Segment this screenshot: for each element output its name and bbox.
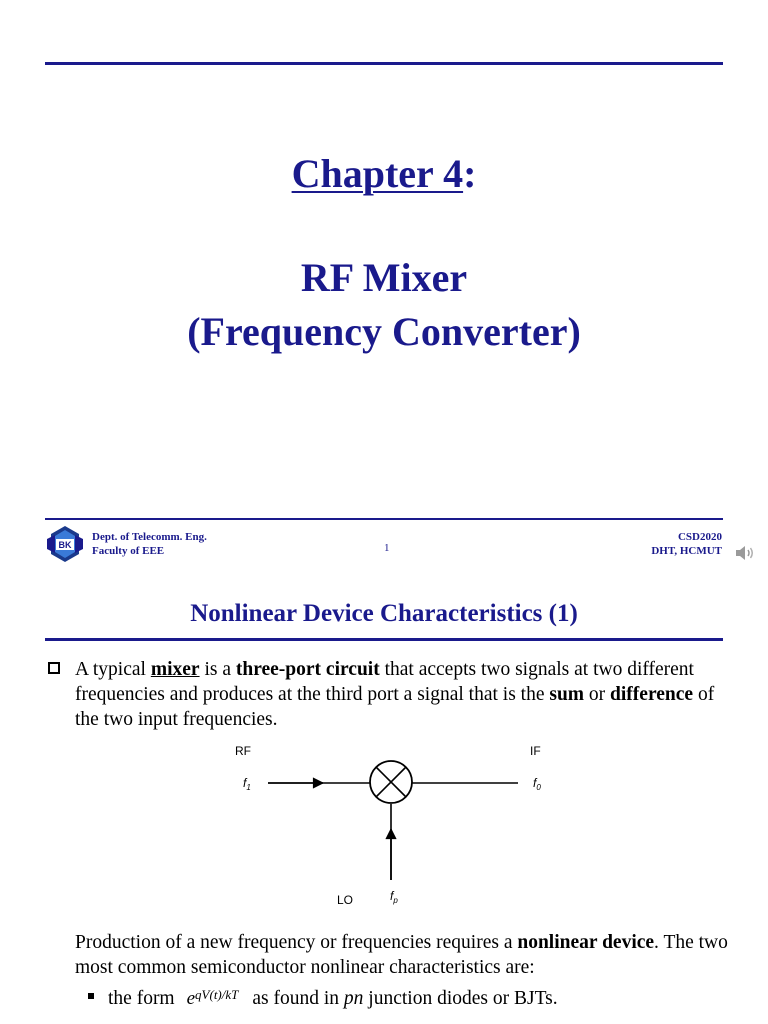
chapter-title-colon: : [463,151,477,196]
logo-text: BK [58,540,72,550]
para1-text-2: is a [199,659,236,680]
bullet-text-2: as found in [252,988,344,1009]
title-rule [45,62,723,65]
term-mixer: mixer [150,659,200,680]
para2-text-2: . The two most common semiconductor nonlinear characteristics are: [75,932,728,978]
para1-text-1: A typical [75,659,151,680]
speaker-icon[interactable] [734,544,756,562]
footer-left [92,530,207,558]
chapter-title-text: Chapter 4 [291,151,464,196]
footer-dept: Dept. of Telecomm. Eng. [92,531,207,543]
if-label: IF [530,744,541,758]
footer-course-code: CSD2020 [677,531,722,543]
bullet-text-1: the form [108,988,175,1009]
subtitle-line-1: RF Mixer [300,255,468,300]
footer-right [651,530,722,558]
fp-label: $f_p$ [390,889,398,905]
footer-faculty: Faculty of EEE [92,545,165,557]
page-number: 1 [384,542,390,554]
term-pn: pn [343,988,364,1009]
subtitle-line-2: (Frequency Converter) [187,309,581,354]
slide-heading: Nonlinear Device Characteristics (1) [190,600,578,627]
f0-label: $f_0$ [533,776,541,792]
para2-text-1: Production of a new frequency or frequencies requires a [75,932,518,953]
term-nonlinear-device: nonlinear device [517,932,655,953]
term-sum: sum [549,684,585,705]
nonlinear-device-paragraph [75,930,735,980]
para1-text-3: that accepts two signals at two different frequencies and produces at the third port a signal that is the [75,659,694,705]
chapter-title [0,150,768,197]
exponential-formula: $e^{qV(t)/kT}$ [186,987,239,1009]
f1-label: $f_1$ [243,776,251,792]
mixer-diagram [225,738,565,913]
square-bullet-icon [88,993,94,999]
bk-logo-icon [45,525,85,563]
lo-label: LO [337,893,354,907]
rf-label: RF [235,744,251,758]
para1-text-4: or [584,684,611,705]
term-difference: difference [610,684,694,705]
heading-rule [45,638,723,641]
checkbox-bullet-icon [48,662,60,674]
footer-rule [45,518,723,520]
para1-text-5: of the two input frequencies. [75,684,715,730]
exponential-bullet-item [108,986,558,1011]
footer-author: DHT, HCMUT [651,545,722,557]
mixer-definition-paragraph [75,657,725,732]
bullet-text-3: junction diodes or BJTs. [363,988,558,1009]
term-three-port: three-port circuit [235,659,380,680]
